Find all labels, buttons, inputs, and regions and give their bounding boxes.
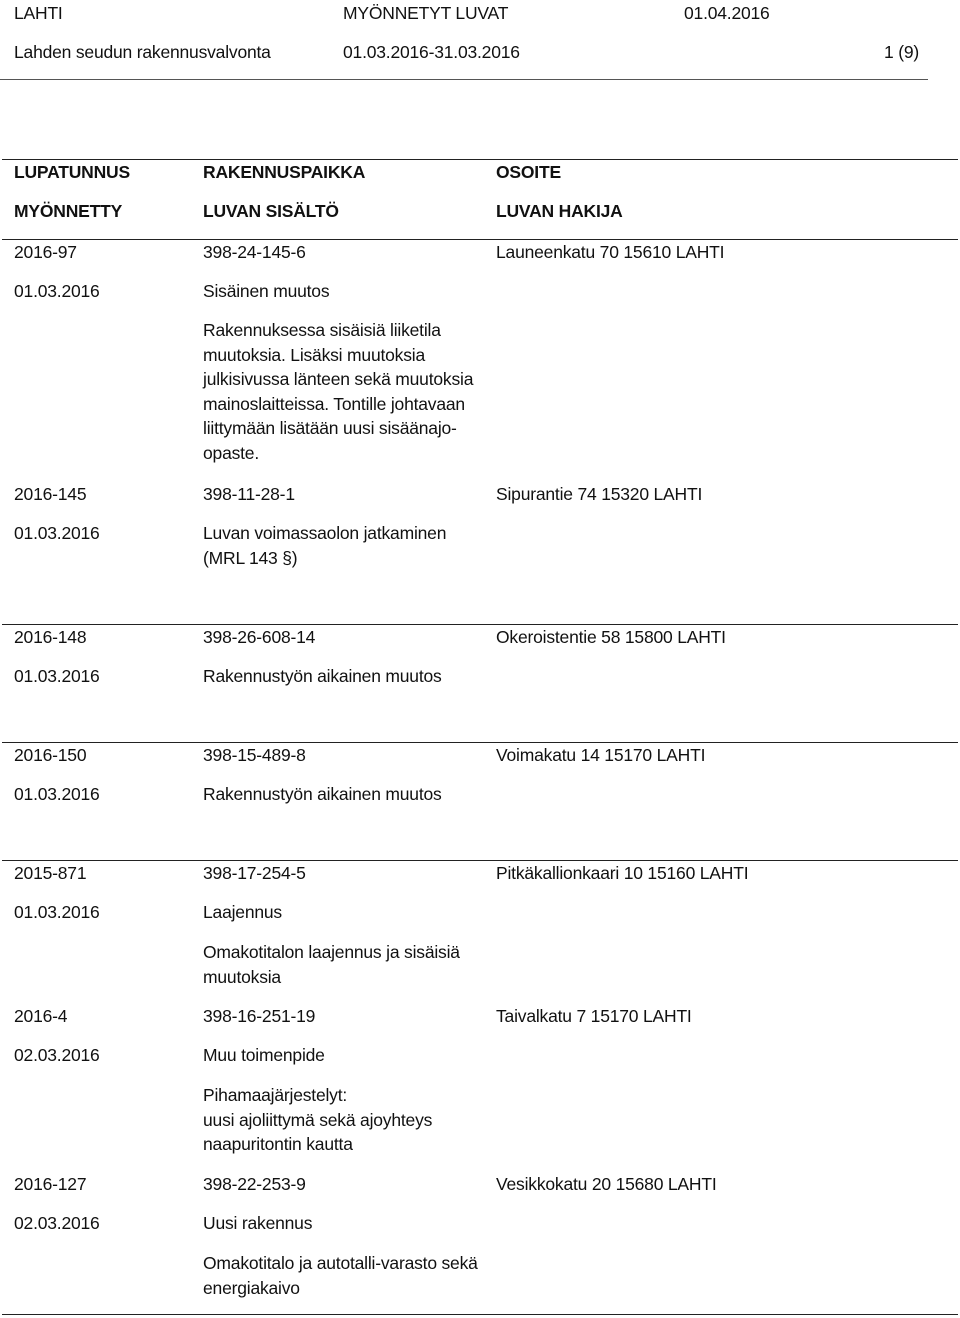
row-separator [2,860,958,861]
row-separator [2,624,958,625]
permit-site: 398-24-145-6 [203,242,306,262]
permit-date: 01.03.2016 [14,666,100,686]
permit-site: 398-16-251-19 [203,1006,316,1026]
column-header-top-rule [2,159,958,160]
permit-description [203,940,460,989]
permit-date: 01.03.2016 [14,523,100,543]
header-underline [0,79,928,80]
description-line: muutoksia. Lisäksi muutoksia [203,344,425,365]
description-line: Rakennuksessa sisäisiä liiketila [203,320,441,340]
permit-description [203,318,473,465]
header-city: LAHTI [14,3,63,23]
description-line: energiakaivo [203,1277,300,1298]
header-title: MYÖNNETYT LUVAT [343,3,509,23]
permit-id: 2016-127 [14,1174,87,1194]
permit-id: 2016-148 [14,627,87,647]
permit-type: Uusi rakennus [203,1213,313,1233]
permit-id: 2016-150 [14,745,87,765]
description-line: liittymään lisätään uusi sisäänajo- [203,418,457,438]
permit-address: Taivalkatu 7 15170 LAHTI [496,1006,692,1026]
description-line: muutoksia [203,966,281,987]
permit-id: 2016-145 [14,484,87,504]
column-content: LUVAN SISÄLTÖ [203,201,339,221]
permit-type: Rakennustyön aikainen muutos [203,784,442,804]
permit-address: Okeroistentie 58 15800 LAHTI [496,627,726,647]
permit-type: Sisäinen muutos [203,281,330,301]
permit-site: 398-26-608-14 [203,627,316,647]
column-granted: MYÖNNETTY [14,201,123,221]
permit-address: Voimakatu 14 15170 LAHTI [496,745,706,765]
description-line: Omakotitalon laajennus ja sisäisiä [203,942,460,962]
header-period: 01.03.2016-31.03.2016 [343,42,520,62]
header-page: 1 (9) [884,42,919,62]
permit-id: 2016-4 [14,1006,68,1026]
column-applicant: LUVAN HAKIJA [496,201,623,221]
permit-address: Pitkäkallionkaari 10 15160 LAHTI [496,863,749,883]
description-line: Pihamaajärjestelyt: [203,1085,348,1105]
column-header-bottom-rule [2,239,958,240]
permit-site: 398-17-254-5 [203,863,306,883]
permit-site: 398-11-28-1 [203,484,295,504]
permit-site: 398-15-489-8 [203,745,306,765]
column-address: OSOITE [496,162,561,182]
permit-date: 02.03.2016 [14,1213,100,1233]
description-line: mainoslaitteissa. Tontille johtavaan [203,393,465,414]
permit-address: Launeenkatu 70 15610 LAHTI [496,242,725,262]
column-site: RAKENNUSPAIKKA [203,162,366,182]
permit-date: 01.03.2016 [14,784,100,804]
description-line: julkisivussa länteen sekä muutoksia [203,369,474,389]
permit-type: Luvan voimassaolon jatkaminen [203,523,447,543]
permit-date: 01.03.2016 [14,902,100,922]
permit-date: 02.03.2016 [14,1045,100,1065]
permit-site: 398-22-253-9 [203,1174,306,1194]
description-line: naapuritontin kautta [203,1134,353,1154]
permit-type: Rakennustyön aikainen muutos [203,666,442,686]
permit-description [203,1083,432,1157]
description-line: uusi ajoliittymä sekä ajoyhteys [203,1109,433,1130]
permit-address: Vesikkokatu 20 15680 LAHTI [496,1174,717,1194]
permit-description [203,1251,478,1300]
permit-type: Muu toimenpide [203,1045,325,1065]
header-date: 01.04.2016 [684,3,770,23]
page-bottom-rule [2,1314,958,1315]
description-line: Omakotitalo ja autotalli-varasto sekä [203,1253,478,1273]
permit-address: Sipurantie 74 15320 LAHTI [496,484,703,504]
permit-type: Laajennus [203,902,282,922]
permit-id: 2016-97 [14,242,77,262]
column-permit-id: LUPATUNNUS [14,162,130,182]
permit-description: (MRL 143 §) [203,548,298,568]
row-separator [2,742,958,743]
permit-date: 01.03.2016 [14,281,100,301]
description-line: opaste. [203,442,260,463]
permit-id: 2015-871 [14,863,87,883]
header-authority: Lahden seudun rakennusvalvonta [14,42,271,62]
